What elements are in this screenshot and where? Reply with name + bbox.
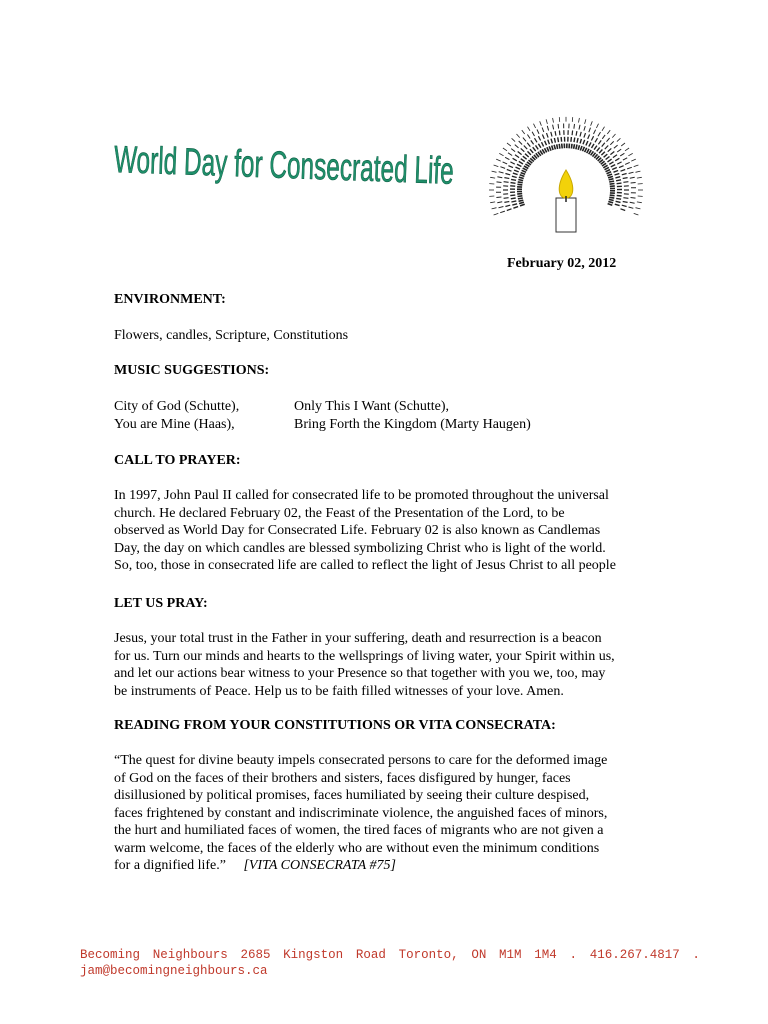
ray-stroke (574, 138, 575, 143)
ray-stroke (503, 148, 507, 151)
ray-stroke (637, 202, 642, 203)
ray-stroke (519, 177, 524, 178)
candle-with-rays-icon (484, 78, 660, 248)
ray-stroke (542, 128, 544, 133)
ray-stroke (528, 151, 531, 155)
reading-paragraph (114, 752, 656, 875)
ray-stroke (623, 158, 627, 160)
ray-stroke (523, 156, 527, 159)
music-item: City of God (Schutte), (114, 399, 240, 414)
ray-stroke (510, 162, 514, 164)
ray-stroke (538, 144, 541, 148)
ray-stroke (607, 130, 610, 134)
ray-stroke (627, 167, 632, 169)
paragraph-line: Jesus, your total trust in the Father in your suffering, death and resurrection is a beacon (114, 631, 602, 646)
ray-stroke (499, 172, 504, 173)
ray-stroke (512, 138, 515, 141)
candle-body (556, 198, 576, 232)
ray-stroke (517, 164, 521, 166)
ray-stroke (595, 138, 598, 142)
ray-stroke (549, 146, 551, 150)
ray-stroke (610, 195, 615, 196)
ray-stroke (608, 204, 613, 206)
ray-stroke (609, 179, 614, 180)
environment-heading: ENVIRONMENT: (114, 292, 226, 307)
footer-word: Toronto, (398, 948, 459, 962)
ray-stroke (609, 181, 614, 182)
ray-stroke (518, 196, 523, 197)
ray-stroke (601, 152, 605, 155)
ray-stroke (528, 127, 531, 131)
quote-ending: for a dignified life.” (114, 858, 226, 873)
ray-stroke (546, 119, 547, 124)
ray-stroke (512, 176, 517, 177)
ray-stroke (604, 154, 608, 157)
paragraph-line: church. He declared February 02, the Feast of the Presentation of the Lord, to be (114, 505, 565, 521)
ray-stroke (551, 132, 552, 137)
ray-stroke (522, 170, 527, 172)
ray-stroke (630, 202, 635, 203)
ray-stroke (617, 162, 621, 164)
ray-stroke (609, 197, 614, 198)
ray-stroke (492, 208, 497, 209)
ray-stroke (574, 144, 575, 149)
ray-stroke (511, 149, 515, 152)
ray-stroke (615, 174, 620, 175)
ray-stroke (542, 149, 545, 153)
document-date: February 02, 2012 (507, 256, 617, 271)
ray-stroke (507, 209, 512, 211)
footer-word: . (569, 948, 577, 962)
ray-stroke (555, 131, 556, 136)
ray-stroke (572, 131, 573, 136)
ray-stroke (504, 178, 509, 179)
ray-stroke (522, 130, 525, 134)
ray-stroke (513, 173, 518, 175)
ray-stroke (634, 213, 639, 215)
ray-stroke (637, 177, 642, 178)
footer-word: 416.267.4817 (589, 948, 680, 962)
ray-stroke (518, 180, 523, 181)
paragraph-line: So, too, those in consecrated life are called to reflect the light of Jesus Christ to all people (114, 558, 616, 573)
ray-stroke (513, 207, 518, 209)
ray-stroke (508, 153, 512, 156)
ray-stroke (617, 183, 622, 184)
ray-stroke (520, 204, 525, 206)
ray-stroke (614, 145, 618, 148)
ray-stroke (519, 161, 523, 164)
ray-stroke (540, 121, 542, 125)
ray-stroke (578, 145, 579, 150)
pray-paragraph (114, 630, 656, 700)
ray-stroke (610, 141, 613, 144)
ray-stroke (607, 138, 610, 142)
footer-word: . (692, 948, 700, 962)
footer-address-line (80, 947, 700, 963)
ray-stroke (594, 146, 597, 150)
ray-stroke (605, 167, 609, 169)
ray-stroke (611, 165, 615, 167)
ray-stroke (499, 153, 503, 155)
ray-stroke (536, 145, 539, 149)
ray-stroke (516, 167, 521, 169)
ray-stroke (510, 195, 515, 196)
ray-stroke (625, 148, 629, 151)
ray-stroke (622, 174, 627, 175)
paragraph-line: faces frightened by constant and indiscriminate violence, the anguished faces of minors, (114, 805, 608, 821)
ray-stroke (580, 132, 581, 137)
footer-word: Neighbours (152, 948, 228, 962)
ray-stroke (535, 138, 538, 142)
ray-stroke (609, 199, 614, 200)
title-wordart (112, 128, 644, 200)
ray-stroke (585, 148, 587, 152)
ray-stroke (629, 172, 634, 173)
ray-stroke (511, 179, 516, 180)
ray-stroke (634, 165, 639, 167)
music-item: Only This I Want (Schutte), (294, 399, 450, 414)
ray-stroke (534, 124, 536, 128)
paragraph-line: disillusioned by political promises, faces humiliated by seeing their culture despised, (114, 788, 590, 803)
ray-stroke (521, 148, 525, 151)
ray-stroke (511, 183, 516, 184)
ray-stroke (622, 205, 627, 206)
ray-stroke (587, 149, 589, 153)
ray-stroke (599, 150, 602, 154)
ray-stroke (631, 198, 636, 199)
ray-stroke (617, 138, 621, 141)
paragraph-line: and let our actions bear witness to your Presence so that together with you we, too, may (114, 666, 606, 681)
music-item: You are Mine (Haas), (114, 416, 235, 432)
ray-stroke (525, 154, 529, 157)
ray-stroke (527, 143, 530, 147)
ray-stroke (517, 134, 520, 138)
call-paragraph (114, 487, 656, 575)
ray-stroke (571, 137, 572, 142)
ray-stroke (605, 146, 608, 150)
candle-flame (559, 170, 573, 198)
ray-stroke (532, 132, 534, 136)
ray-stroke (579, 118, 580, 123)
ray-stroke (553, 118, 554, 123)
ray-stroke (547, 126, 548, 131)
ray-stroke (608, 202, 613, 203)
pray-heading: LET US PRAY: (114, 596, 208, 611)
ray-stroke (606, 157, 610, 160)
ray-stroke (559, 144, 560, 149)
ray-stroke (616, 180, 621, 181)
ray-stroke (636, 208, 641, 209)
ray-stroke (615, 177, 620, 178)
ray-stroke (612, 134, 615, 138)
ray-stroke (521, 173, 526, 175)
ray-stroke (623, 198, 628, 199)
ray-stroke (636, 171, 641, 172)
ray-stroke (500, 167, 505, 169)
ray-stroke (517, 194, 522, 195)
ray-stroke (514, 170, 519, 172)
ray-stroke (505, 174, 510, 175)
ray-stroke (490, 202, 495, 203)
ray-stroke (583, 140, 585, 144)
ray-stroke (542, 142, 544, 146)
ray-stroke (623, 178, 628, 179)
paragraph-last-line (114, 857, 656, 875)
ray-stroke (542, 135, 544, 139)
ray-stroke (616, 198, 621, 199)
ray-stroke (499, 207, 504, 208)
ray-stroke (596, 124, 598, 128)
ray-stroke (608, 159, 612, 162)
ray-stroke (511, 198, 516, 199)
ray-stroke (527, 135, 530, 139)
ray-stroke (612, 168, 617, 170)
ray-stroke (515, 145, 519, 148)
ray-stroke (621, 143, 625, 146)
ray-stroke (610, 184, 615, 185)
ray-stroke (598, 132, 601, 136)
ray-stroke (598, 140, 601, 144)
ray-stroke (520, 175, 525, 177)
ray-stroke (533, 147, 536, 151)
ray-stroke (518, 182, 523, 183)
ray-stroke (588, 135, 590, 139)
ray-stroke (545, 141, 547, 145)
ray-stroke (554, 145, 555, 150)
paragraph-line: “The quest for divine beauty impels consecrated persons to care for the deformed image (114, 753, 608, 768)
ray-stroke (617, 149, 621, 152)
ray-stroke (530, 149, 533, 153)
ray-stroke (619, 166, 624, 168)
ray-stroke (631, 183, 636, 184)
paragraph-line: be instruments of Peace. Help us to be faith filled witnesses of your love. Amen. (114, 683, 564, 699)
ray-stroke (505, 157, 509, 159)
ray-stroke (610, 152, 614, 155)
ray-stroke (496, 197, 501, 198)
ray-stroke (521, 159, 525, 162)
ray-stroke (531, 140, 534, 144)
ray-stroke (589, 150, 592, 154)
ray-stroke (504, 202, 509, 203)
paragraph-line: for us. Turn our minds and hearts to the wellsprings of living water, your Spirit within us, (114, 648, 615, 664)
ray-stroke (615, 158, 619, 161)
ray-stroke (623, 182, 628, 183)
ray-stroke (494, 213, 499, 215)
footer-word: Road (355, 948, 386, 962)
ray-stroke (548, 140, 550, 145)
page-title: World Day for Consecrated Life (113, 138, 644, 200)
ray-stroke (589, 128, 591, 133)
ray-stroke (492, 171, 497, 172)
ray-stroke (523, 138, 526, 142)
ray-stroke (552, 146, 553, 151)
ray-stroke (519, 141, 522, 145)
ray-stroke (561, 137, 562, 142)
ray-stroke (585, 119, 586, 124)
footer-word: 2685 (240, 948, 271, 962)
ray-stroke (580, 139, 581, 144)
ray-stroke (537, 130, 539, 134)
ray-stroke (621, 209, 626, 211)
ray-stroke (558, 124, 559, 129)
quote-citation: [VITA CONSECRATA #75] (243, 858, 396, 873)
ray-stroke (554, 138, 555, 143)
ray-stroke (553, 125, 554, 130)
ray-stroke (517, 184, 522, 185)
ray-stroke (617, 196, 622, 197)
ray-stroke (559, 131, 560, 136)
ray-stroke (628, 153, 632, 155)
paragraph-line: warm welcome, the faces of the elderly who are without even the minimum conditions (114, 840, 600, 856)
ray-stroke (577, 138, 578, 143)
ray-stroke (562, 144, 563, 149)
ray-stroke (609, 162, 613, 165)
ray-stroke (583, 147, 585, 151)
ray-stroke (494, 165, 499, 167)
ray-stroke (538, 136, 540, 140)
ray-stroke (497, 177, 502, 178)
ray-stroke (606, 170, 611, 172)
ray-stroke (518, 198, 523, 199)
ray-stroke (614, 171, 619, 173)
ray-stroke (518, 152, 522, 155)
ray-stroke (584, 133, 586, 138)
ray-stroke (576, 145, 577, 150)
ray-stroke (594, 130, 596, 134)
reading-heading: READING FROM YOUR CONSTITUTIONS OR VITA CONSECRATA: (114, 718, 556, 733)
ray-stroke (500, 211, 505, 213)
ray-stroke (504, 198, 509, 199)
footer-word: 1M4 (534, 948, 557, 962)
ray-stroke (592, 144, 595, 148)
ray-stroke (513, 158, 517, 161)
footer-word: Kingston (283, 948, 344, 962)
ray-stroke (490, 177, 495, 178)
ray-stroke (607, 174, 612, 176)
music-list (114, 398, 614, 433)
ray-stroke (519, 200, 524, 201)
ray-stroke (602, 135, 605, 139)
paragraph-line: observed as World Day for Consecrated Life. February 02 is also known as Candlemas (114, 523, 601, 538)
ray-stroke (574, 124, 575, 129)
ray-stroke (620, 153, 624, 156)
ray-stroke (558, 137, 559, 142)
ray-stroke (591, 136, 593, 140)
ray-stroke (584, 126, 585, 131)
ray-stroke (591, 121, 593, 125)
ray-stroke (623, 202, 628, 203)
ray-stroke (508, 166, 513, 168)
footer-email: jam@becomingneighbours.ca (80, 964, 268, 978)
ray-stroke (497, 182, 502, 183)
ray-stroke (625, 162, 630, 164)
paragraph-line: the hurt and humiliated faces of women, the tired faces of migrants who are not given a (114, 823, 604, 838)
ray-stroke (613, 155, 617, 158)
footer-word: M1M (499, 948, 522, 962)
ray-stroke (607, 172, 612, 174)
ray-stroke (615, 204, 620, 205)
ray-stroke (523, 168, 528, 170)
ray-stroke (547, 133, 549, 138)
ray-stroke (576, 131, 577, 136)
ray-stroke (504, 182, 509, 183)
ray-stroke (571, 144, 572, 149)
ray-stroke (616, 201, 621, 202)
ray-stroke (551, 139, 552, 144)
ray-stroke (524, 146, 527, 150)
ray-stroke (497, 202, 502, 203)
ray-stroke (519, 202, 524, 203)
ray-stroke (631, 159, 636, 161)
ray-stroke (580, 146, 582, 151)
ray-stroke (512, 204, 517, 205)
paragraph-line: of God on the faces of their brothers and sisters, faces disfigured by hunger, faces (114, 770, 571, 786)
ray-stroke (579, 125, 580, 130)
ray-stroke (597, 148, 600, 152)
ray-stroke (629, 207, 634, 208)
ray-stroke (547, 147, 549, 151)
ray-stroke (557, 144, 558, 149)
paragraph-line: Day, the day on which candles are blessed symbolizing Christ who is light of the world. (114, 540, 606, 556)
ray-stroke (515, 155, 519, 158)
music-heading: MUSIC SUGGESTIONS: (114, 363, 270, 378)
ray-stroke (496, 159, 501, 161)
ray-stroke (586, 141, 588, 145)
ray-stroke (602, 143, 605, 147)
paragraph-line: In 1997, John Paul II called for consecrated life to be promoted throughout the universal (114, 488, 609, 503)
ray-stroke (589, 142, 591, 146)
footer-word: ON (471, 948, 487, 962)
ray-stroke (630, 177, 635, 178)
ray-stroke (507, 143, 511, 146)
call-heading: CALL TO PRAYER: (114, 453, 241, 468)
footer-address (80, 947, 700, 979)
ray-stroke (610, 186, 615, 187)
ray-stroke (525, 164, 529, 167)
ray-stroke (503, 162, 508, 164)
ray-stroke (507, 170, 512, 172)
music-item: Bring Forth the Kingdom (Marty Haugen) (294, 416, 531, 432)
environment-text: Flowers, candles, Scripture, Constitutions (114, 328, 349, 343)
ray-stroke (602, 127, 605, 131)
ray-stroke (511, 201, 516, 202)
footer-word: Becoming (80, 948, 141, 962)
ray-stroke (608, 148, 612, 151)
ray-stroke (608, 176, 613, 177)
ray-stroke (545, 148, 547, 152)
ray-stroke (621, 170, 626, 172)
ray-stroke (505, 205, 510, 206)
